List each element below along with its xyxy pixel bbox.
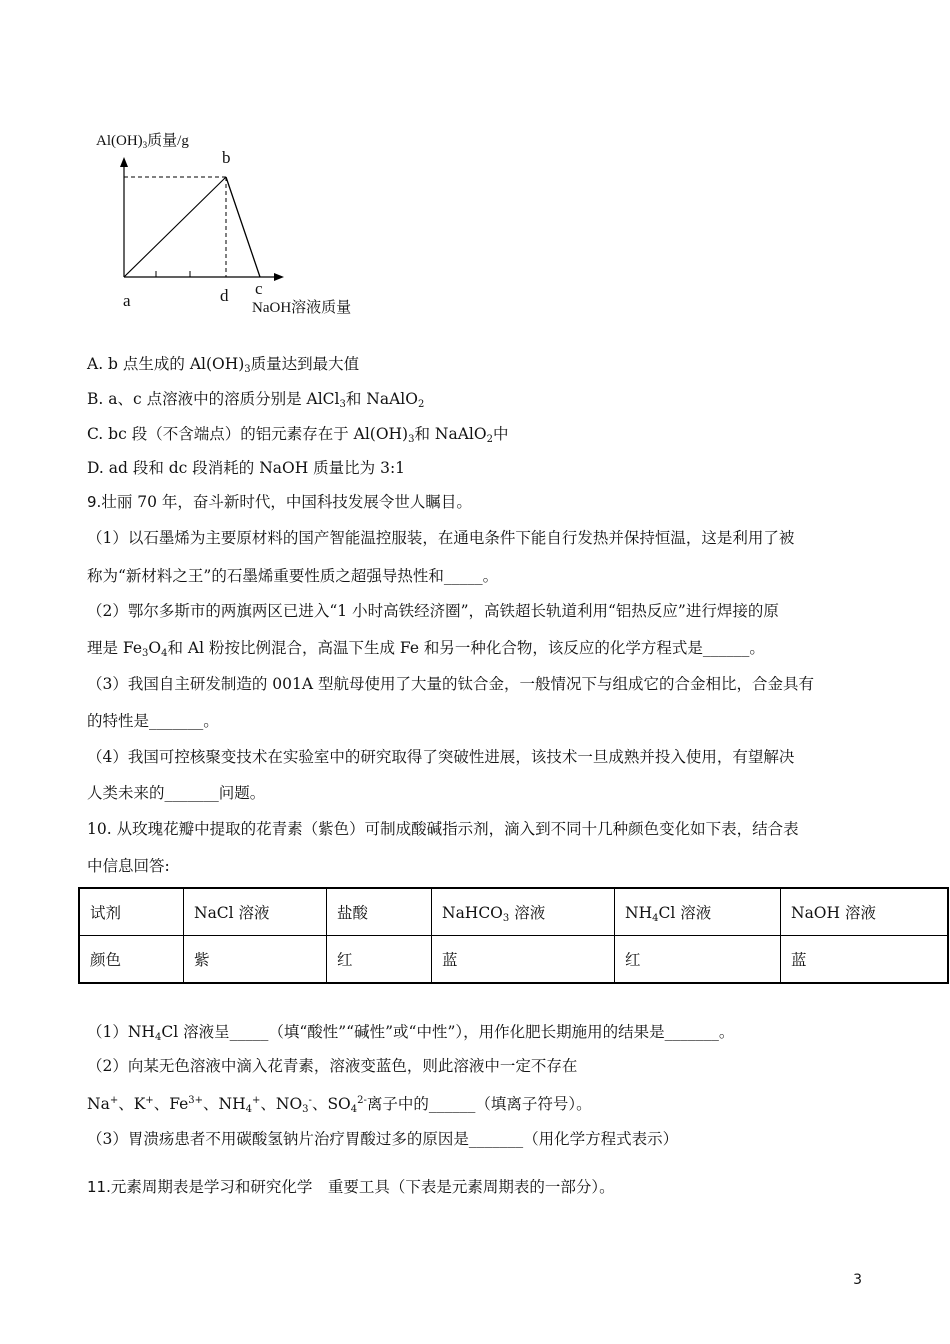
falling-line bbox=[226, 177, 260, 277]
option-c: C. bc 段（不含端点）的铝元素存在于 $Al(OH)_3$和 NaAlO$_2$中 bbox=[87, 425, 509, 445]
table-cell: 蓝 bbox=[432, 936, 615, 984]
point-c-label: c bbox=[255, 279, 263, 298]
table-cell: 试剂 bbox=[79, 888, 184, 936]
rising-line bbox=[124, 177, 226, 277]
q10-part2-line2: Na+、K+、$Fe^{3+}$、$NH_4^+$、$NO_3^-$、$SO_4^{2-}$离子中的______（填离子符号）。 bbox=[87, 1095, 592, 1115]
q9-part3-line2: 的特性是_______。 bbox=[87, 712, 219, 730]
table-cell: 盐酸 bbox=[327, 888, 432, 936]
table-cell: 颜色 bbox=[79, 936, 184, 984]
table-row bbox=[79, 936, 948, 984]
point-a-label: a bbox=[123, 291, 131, 310]
q10-part3: （3）胃溃疡患者不用碳酸氢钠片治疗胃酸过多的原因是_______（用化学方程式表示） bbox=[87, 1130, 679, 1148]
graph-y-label: $Al(OH)_3$质量/g bbox=[96, 133, 189, 150]
q10-part2-line1: （2）向某无色溶液中滴入花青素，溶液变蓝色，则此溶液中一定不存在 bbox=[87, 1057, 578, 1075]
q9-part1-line1: （1）以石墨烯为主要原材料的国产智能温控服装，在通电条件下能自行发热并保持恒温，这是利用了被 bbox=[87, 529, 795, 547]
table-cell: 红 bbox=[615, 936, 781, 984]
option-a: A. b 点生成的 $Al(OH)_3$质量达到最大值 bbox=[87, 355, 360, 375]
table-cell: 红 bbox=[327, 936, 432, 984]
q9-part3-line1: （3）我国自主研发制造的 001A 型航母使用了大量的钛合金，一般情况下与组成它的合金相比，合金具有 bbox=[87, 675, 814, 693]
table-cell: NaOH 溶液 bbox=[781, 888, 949, 936]
question-10-stem-line2: 中信息回答: bbox=[87, 857, 170, 875]
indicator-color-table bbox=[78, 887, 949, 984]
table-header-row bbox=[79, 888, 948, 936]
question-10-stem-line1: 10. 从玫瑰花瓣中提取的花青素（紫色）可制成酸碱指示剂，滴入到不同十几种颜色变化如下表，结合表 bbox=[87, 820, 799, 838]
question-11-stem: 11.元素周期表是学习和研究化学 重要工具（下表是元素周期表的一部分）。 bbox=[87, 1178, 615, 1196]
q10-part1: $(1)NH_4Cl$ 溶液呈_____（填“酸性”“碱性”或“中性”），用作化肥长期施用的结果是_______。 bbox=[87, 1023, 735, 1043]
table-cell: NaCl 溶液 bbox=[184, 888, 327, 936]
graph-x-label: NaOH溶液质量 bbox=[252, 300, 352, 316]
point-d-label: d bbox=[220, 286, 229, 305]
x-axis-arrow bbox=[274, 273, 284, 281]
table-cell: NaHCO$_3$ 溶液 bbox=[432, 888, 615, 936]
table-cell: 紫 bbox=[184, 936, 327, 984]
q9-part4-line2: 人类未来的_______问题。 bbox=[87, 784, 266, 802]
y-axis-arrow bbox=[120, 157, 128, 167]
option-b: B. a、c 点溶液中的溶质分别是 AlCl$_3$和 NaAlO$_2$ bbox=[87, 390, 425, 410]
question-9-stem: 9.壮丽 70 年，奋斗新时代，中国科技发展令世人瞩目。 bbox=[87, 493, 472, 511]
q9-part2-line2: 理是 $Fe_3O_4$和 Al 粉按比例混合，高温下生成 Fe 和另一种化合物，该反应的化学方程式是______。 bbox=[87, 639, 765, 659]
table-cell: $NH_4Cl$ 溶液 bbox=[615, 888, 781, 936]
table-cell: 蓝 bbox=[781, 936, 949, 984]
aluminum-hydroxide-graph bbox=[90, 125, 380, 325]
q9-part4-line1: （4）我国可控核聚变技术在实验室中的研究取得了突破性进展，该技术一旦成熟并投入使用，有望解决 bbox=[87, 748, 795, 766]
option-d: D. ad 段和 dc 段消耗的 NaOH 质量比为 3:1 bbox=[87, 459, 406, 477]
point-b-label: b bbox=[222, 148, 231, 167]
q9-part1-line2: 称为“新材料之王”的石墨烯重要性质之超强导热性和_____。 bbox=[87, 567, 499, 585]
q9-part2-line1: （2）鄂尔多斯市的两旗两区已进入“1 小时高铁经济圈”，高铁超长轨道利用“铝热反应”进行焊接的原 bbox=[87, 602, 779, 620]
page-number: 3 bbox=[853, 1272, 862, 1288]
